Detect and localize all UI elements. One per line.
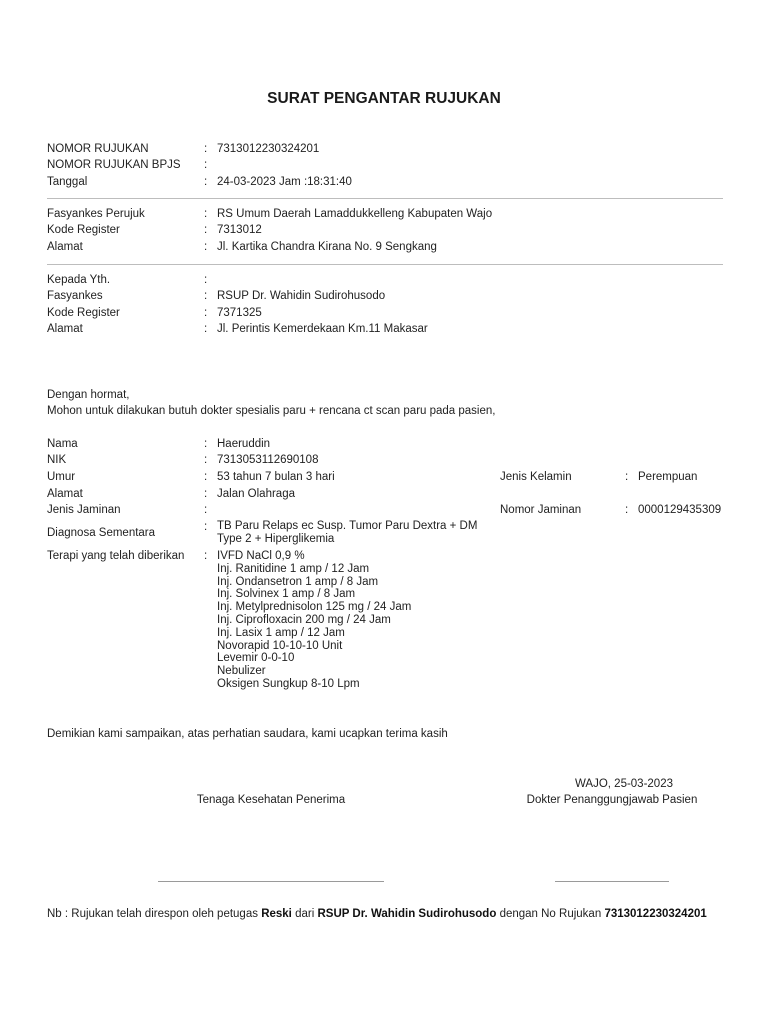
terapi-item: IVFD NaCl 0,9 % — [217, 550, 305, 562]
colon: : — [204, 521, 208, 533]
note-petugas: Reski — [261, 908, 292, 920]
note-nomor: 7313012230324201 — [604, 908, 707, 920]
right-signatory-role: Dokter Penanggungjawab Pasien — [526, 794, 698, 806]
terapi-item: Levemir 0-0-10 — [217, 652, 295, 665]
diagnosa-line: TB Paru Relaps ec Susp. Tumor Paru Dextra + DM — [217, 520, 478, 532]
fasyankes-value: RSUP Dr. Wahidin Sudirohusodo — [217, 290, 386, 302]
colon: : — [204, 550, 208, 562]
kode-register-value: 7313012 — [217, 224, 262, 236]
nik-value: 7313053112690108 — [217, 454, 319, 466]
greeting-text: Dengan hormat, — [47, 389, 130, 401]
nomor-jaminan-value: 0000129435309 — [638, 504, 722, 516]
terapi-item: Novorapid 10-10-10 Unit — [217, 639, 343, 652]
colon: : — [204, 241, 208, 253]
right-signature-line — [555, 881, 669, 882]
terapi-list — [217, 550, 411, 691]
alamat-label: Alamat — [47, 488, 83, 500]
tanggal-label: Tanggal — [47, 176, 88, 188]
jenis-jaminan-label: Jenis Jaminan — [47, 504, 121, 516]
terapi-item: Inj. Ciprofloxacin 200 mg / 24 Jam — [217, 613, 391, 626]
colon: : — [204, 208, 208, 220]
terapi-label: Terapi yang telah diberikan — [47, 550, 185, 562]
colon: : — [204, 224, 208, 236]
tanggal-value: 24-03-2023 Jam :18:31:40 — [217, 176, 352, 188]
alamat-value: Jalan Olahraga — [217, 488, 295, 500]
nama-label: Nama — [47, 438, 78, 450]
request-text: Mohon untuk dilakukan butuh dokter spesialis paru + rencana ct scan paru pada pasien, — [47, 405, 496, 417]
letter-title: SURAT PENGANTAR RUJUKAN — [267, 90, 501, 107]
closing-text: Demikian kami sampaikan, atas perhatian saudara, kami ucapkan terima kasih — [47, 728, 448, 740]
colon: : — [204, 143, 208, 155]
alamat-label: Alamat — [47, 241, 83, 253]
nomor-rujukan-value: 7313012230324201 — [217, 143, 320, 155]
nomor-bpjs-label: NOMOR RUJUKAN BPJS — [47, 159, 181, 171]
terapi-item: Inj. Ranitidine 1 amp / 12 Jam — [217, 562, 370, 575]
fasyankes-perujuk-label: Fasyankes Perujuk — [47, 208, 145, 220]
divider — [47, 264, 723, 265]
jenis-kelamin-label: Jenis Kelamin — [500, 471, 572, 483]
kode-register-value: 7371325 — [217, 307, 262, 319]
nik-label: NIK — [47, 454, 67, 466]
nomor-jaminan-label: Nomor Jaminan — [500, 504, 582, 516]
jenis-kelamin-value: Perempuan — [638, 471, 698, 483]
terapi-item: Inj. Lasix 1 amp / 12 Jam — [217, 626, 345, 639]
alamat-value: Jl. Perintis Kemerdekaan Km.11 Makasar — [217, 323, 428, 335]
colon: : — [204, 504, 208, 516]
divider — [47, 198, 723, 199]
alamat-value: Jl. Kartika Chandra Kirana No. 9 Sengkang — [217, 241, 437, 253]
colon: : — [625, 504, 629, 516]
left-signatory-role: Tenaga Kesehatan Penerima — [196, 794, 346, 806]
colon: : — [204, 438, 208, 450]
colon: : — [204, 471, 208, 483]
response-note — [47, 906, 707, 922]
terapi-item: Inj. Solvinex 1 amp / 8 Jam — [217, 588, 356, 601]
kode-register-label: Kode Register — [47, 224, 120, 236]
diagnosa-label: Diagnosa Sementara — [47, 527, 156, 539]
colon: : — [204, 290, 208, 302]
jaminan-row — [47, 502, 724, 518]
umur-row — [47, 469, 724, 485]
terapi-item: Oksigen Sungkup 8-10 Lpm — [217, 677, 360, 690]
colon: : — [204, 454, 208, 466]
nomor-rujukan-label: NOMOR RUJUKAN — [47, 143, 149, 155]
diagnosa-line: Type 2 + Hiperglikemia — [217, 532, 335, 545]
terapi-item: Inj. Metylprednisolon 125 mg / 24 Jam — [217, 601, 412, 614]
terapi-item: Nebulizer — [217, 665, 266, 678]
colon: : — [204, 307, 208, 319]
nama-value: Haeruddin — [217, 438, 271, 450]
left-signature-line — [158, 881, 384, 882]
fasyankes-perujuk-value: RS Umum Daerah Lamaddukkelleng Kabupaten Wajo — [217, 208, 493, 220]
colon: : — [204, 274, 208, 286]
colon: : — [204, 323, 208, 335]
colon: : — [204, 176, 208, 188]
colon: : — [625, 471, 629, 483]
umur-label: Umur — [47, 471, 76, 483]
place-date: WAJO, 25-03-2023 — [574, 778, 673, 790]
kode-register-label: Kode Register — [47, 307, 120, 319]
note-dengan: dengan No Rujukan — [499, 908, 602, 920]
colon: : — [204, 159, 208, 171]
colon: : — [204, 488, 208, 500]
terapi-item: Inj. Ondansetron 1 amp / 8 Jam — [217, 575, 379, 588]
note-prefix: Nb : Rujukan telah direspon oleh petugas — [47, 908, 258, 920]
note-rs: RSUP Dr. Wahidin Sudirohusodo — [317, 908, 497, 920]
diagnosa-value — [217, 520, 477, 546]
note-dari: dari — [295, 908, 315, 920]
kepada-label: Kepada Yth. — [47, 274, 111, 286]
alamat-label: Alamat — [47, 323, 83, 335]
umur-value: 53 tahun 7 bulan 3 hari — [217, 471, 335, 483]
fasyankes-label: Fasyankes — [47, 290, 103, 302]
